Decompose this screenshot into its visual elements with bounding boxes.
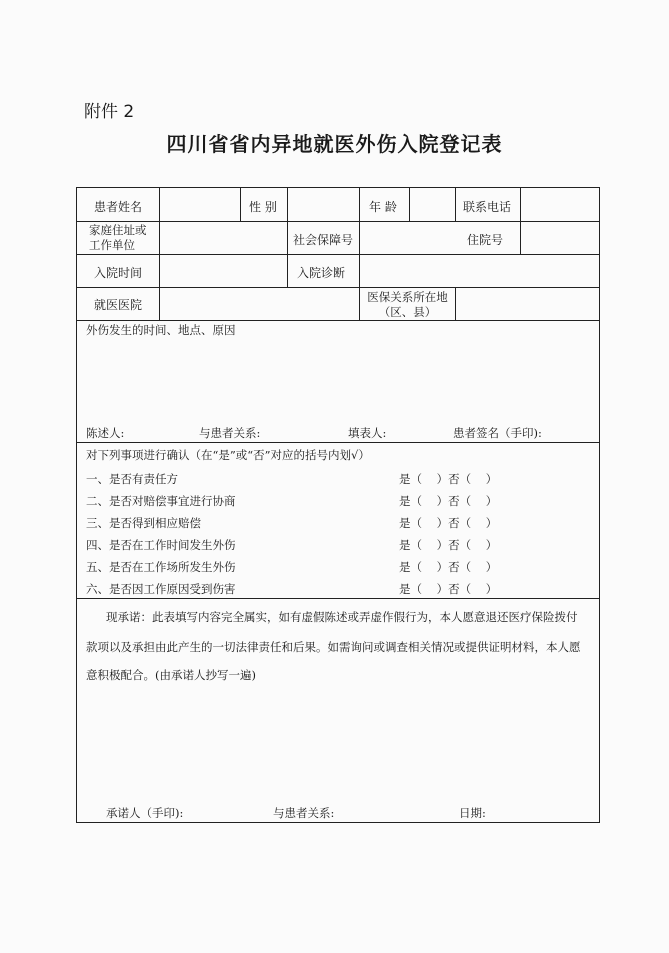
commitment-line3: 意积极配合。(由承诺人抄写一遍) — [86, 668, 256, 682]
confirm-item-label: 六、是否因工作原因受到伤害 — [86, 582, 236, 596]
injury-heading: 外伤发生的时间、地点、原因 — [86, 323, 236, 337]
hospital-label: 就医医院 — [94, 298, 143, 312]
admission-diagnosis-label: 入院诊断 — [297, 266, 346, 280]
col-divider — [455, 287, 456, 320]
patient-signature-label: 患者签名（手印): — [453, 426, 542, 440]
confirm-item-label: 三、是否得到相应赔偿 — [86, 516, 201, 530]
confirm-item-label: 二、是否对赔偿事宜进行协商 — [86, 494, 236, 508]
patient-name-label: 患者姓名 — [94, 200, 143, 214]
form-title: 四川省省内异地就医外伤入院登记表 — [166, 132, 503, 156]
confirm-heading: 对下列事项进行确认（在“是”或“否”对应的括号内划√） — [86, 448, 370, 462]
confirm-item-label: 四、是否在工作时间发生外伤 — [86, 538, 236, 552]
col-divider — [455, 188, 456, 221]
filler-label: 填表人: — [348, 426, 387, 440]
row-divider — [77, 320, 599, 321]
age-label: 年 龄 — [369, 200, 397, 214]
address-label-line2: 工作单位 — [89, 238, 135, 252]
promiser-label: 承诺人（手印): — [106, 806, 184, 820]
row-divider — [77, 254, 599, 255]
insurance-location-line1: 医保关系所在地 — [367, 290, 448, 304]
commitment-line1: 现承诺：此表填写内容完全属实，如有虚假陈述或弄虚作假行为，本人愿意退还医疗保险拨付 — [106, 610, 578, 624]
row-divider — [77, 287, 599, 288]
narrator-label: 陈述人: — [86, 426, 125, 440]
phone-label: 联系电话 — [463, 200, 512, 214]
col-divider — [520, 188, 521, 254]
confirm-item-label: 五、是否在工作场所发生外伤 — [86, 560, 236, 574]
confirm-item-choice[interactable]: 是（ ）否（ ） — [399, 516, 498, 530]
insurance-location-line2: （区、县） — [378, 305, 437, 319]
col-divider — [409, 188, 410, 221]
gender-label: 性 别 — [249, 200, 277, 214]
hospital-number-label: 住院号 — [467, 233, 504, 247]
date-label: 日期: — [459, 806, 486, 820]
row-divider — [77, 442, 599, 443]
confirm-item-choice[interactable]: 是（ ）否（ ） — [399, 560, 498, 574]
social-security-label: 社会保障号 — [293, 233, 354, 247]
address-label-line1: 家庭住址或 — [89, 223, 147, 237]
admission-time-label: 入院时间 — [94, 266, 143, 280]
col-divider — [240, 188, 241, 221]
col-divider — [287, 254, 288, 287]
confirm-item-choice[interactable]: 是（ ）否（ ） — [399, 538, 498, 552]
col-divider — [159, 188, 160, 320]
form-table — [76, 187, 600, 823]
col-divider — [287, 188, 288, 254]
confirm-item-choice[interactable]: 是（ ）否（ ） — [399, 494, 498, 508]
attachment-label: 附件 2 — [84, 102, 135, 122]
commitment-line2: 款项以及承担由此产生的一切法律责任和后果。如需询问或调查相关情况或提供证明材料，本人愿 — [86, 640, 581, 654]
row-divider — [77, 598, 599, 599]
confirm-item-label: 一、是否有责任方 — [86, 472, 178, 486]
promiser-relation-label: 与患者关系: — [273, 806, 335, 820]
confirm-item-choice[interactable]: 是（ ）否（ ） — [399, 472, 498, 486]
confirm-item-choice[interactable]: 是（ ）否（ ） — [399, 582, 498, 596]
narrator-relation-label: 与患者关系: — [199, 426, 261, 440]
